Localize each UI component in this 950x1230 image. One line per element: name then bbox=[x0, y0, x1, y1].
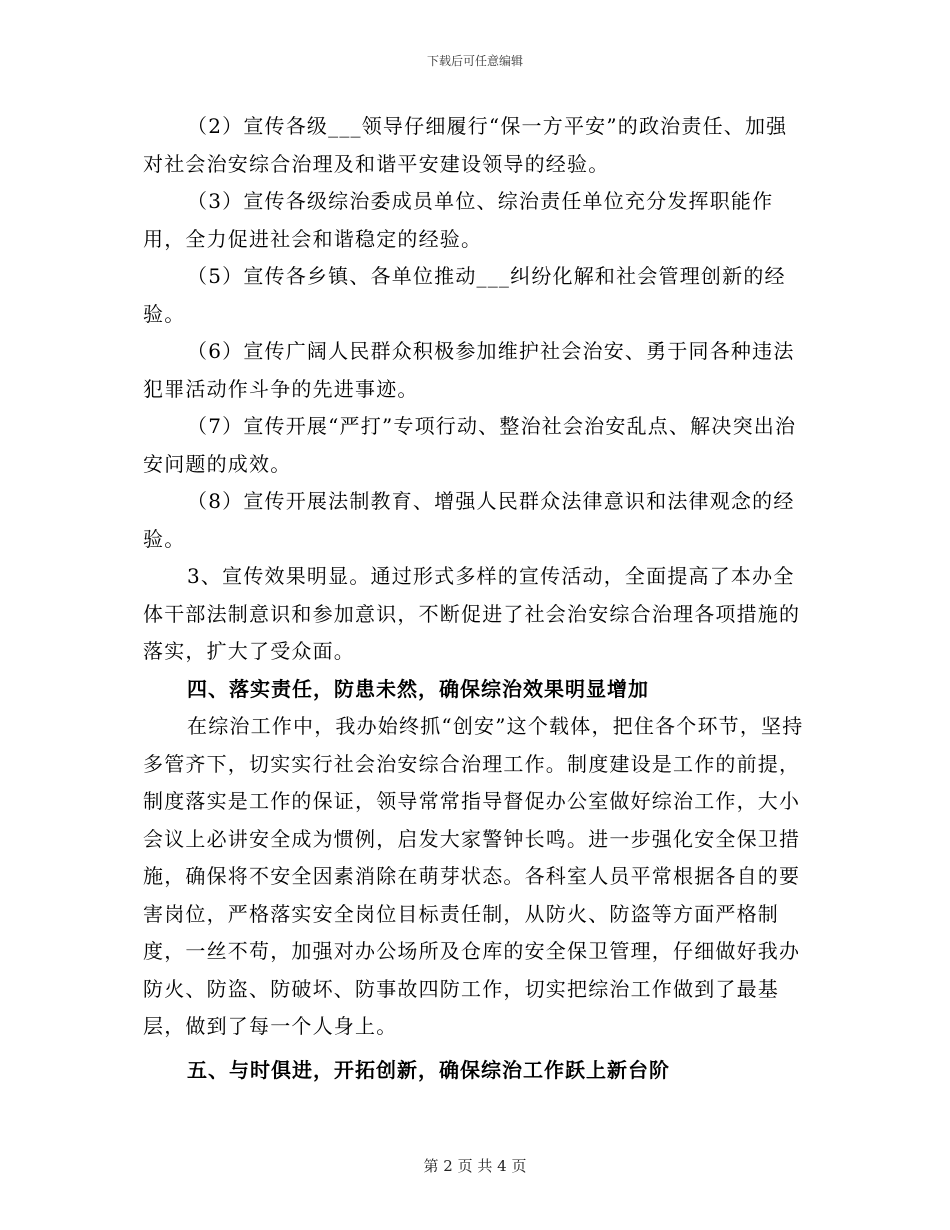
paragraph-item-7: （7）宣传开展“严打”专项行动、整治社会治安乱点、解决突出治安问题的成效。 bbox=[143, 414, 797, 476]
section-heading-5: 五、与时俱进，开拓创新，确保综治工作跃上新台阶 bbox=[187, 1057, 670, 1082]
page-header: 下载后可任意编辑 bbox=[426, 54, 523, 68]
paragraph-item-8: （8）宣传开展法制教育、增强人民群众法律意识和法律观念的经验。 bbox=[143, 489, 795, 551]
document-body bbox=[143, 108, 807, 1089]
paragraph-item-6: （6）宣传广阔人民群众积极参加维护社会治安、勇于同各种违法犯罪活动作斗争的先进事迹。 bbox=[143, 339, 795, 401]
paragraph-item-2: （2）宣传各级___领导仔细履行“保一方平安”的政治责任、加强对社会治安综合治理及和谐平安建设领导的经验。 bbox=[143, 114, 788, 176]
paragraph-item-3: （3）宣传各级综治委成员单位、综治责任单位充分发挥职能作用，全力促进社会和谐稳定的经验。 bbox=[143, 189, 774, 251]
section-4-body: 在综治工作中，我办始终抓“创安”这个载体，把住各个环节，坚持多管齐下，切实实行社会治安综合治理工作。制度建设是工作的前提，制度落实是工作的保证，领导常常指导督促办公室做好综治工作，大小会议上必讲安全成为惯例，启发大家警钟长鸣。进一步强化安全保卫措施，确保将不安全因素消除在萌芽状态。各科室人员平常根据各自的要害岗位，严格落实安全岗位目标责任制，从防火、防盗等方面严格制度，一丝不苟，加强对办公场所及仓库的安全保卫管理，仔细做好我办防火、防盗、防破坏、防事故四防工作，切实把综治工作做到了最基层，做到了每一个人身上。 bbox=[143, 714, 804, 1038]
page-number: 第 2 页 共 4 页 bbox=[423, 1157, 527, 1175]
paragraph-publicity-effect: 3、宣传效果明显。通过形式多样的宣传活动，全面提高了本办全体干部法制意识和参加意识，不断促进了社会治安综合治理各项措施的落实，扩大了受众面。 bbox=[143, 564, 801, 663]
paragraph-item-5: （5）宣传各乡镇、各单位推动___纠纷化解和社会管理创新的经验。 bbox=[143, 264, 786, 326]
section-heading-4: 四、落实责任，防患未然，确保综治效果明显增加 bbox=[187, 676, 649, 701]
